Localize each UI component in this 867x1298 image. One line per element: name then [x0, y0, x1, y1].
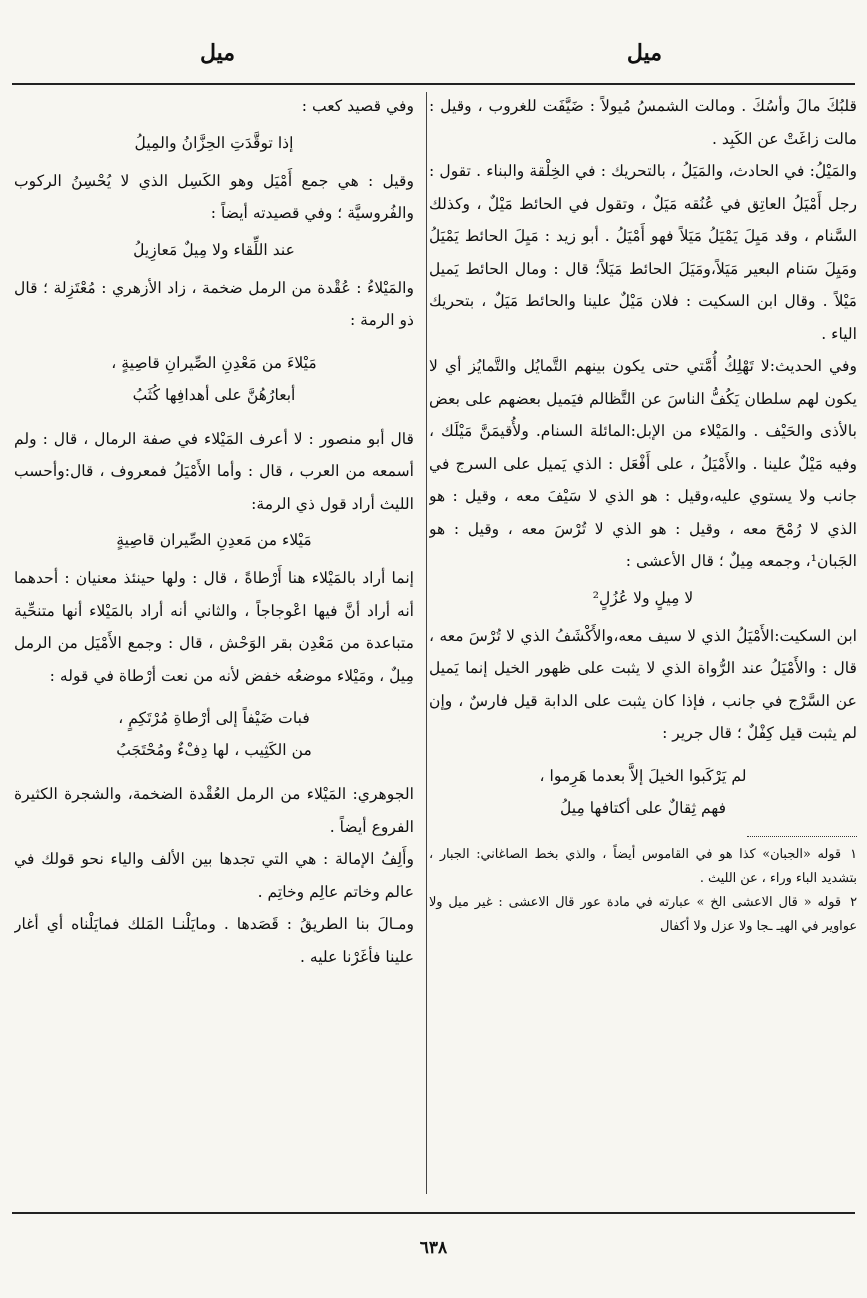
footnote-text: قوله «الجبان» كذا هو في القاموس أيضاً ، والذي بخط الصاغاني: الجبار ، بتشديد الباء وراء ، عن الليث .: [429, 846, 857, 886]
paragraph: وفي قصيد كعب :: [301, 97, 414, 115]
paragraph: إنما أراد بالمَيْلاء هنا أَرْطاةً ، قال : ولها حينئذ معنيان : أحدهما أنه أراد أنَّ فيها اعْوجاجاً ، والثاني أنه أراد بالمَيْلاء أنها متنحِّية متباعدة من مَعْدِن بقر الوَحْش ، قال : وجمع الأَمْيَل من الرمل مِيلٌ ، ومَيْلاء موضعُه خفض لأنه من نعت أرْطاة في قوله :: [14, 569, 414, 685]
paragraph: وأَلِفُ الإمالة : هي التي تجدها بين الألف والياء نحو قولك في عالم وخاتم عالِم وخاتِم .: [14, 850, 414, 901]
paragraph: والمَيْلاءُ : عُقْدة من الرمل ضخمة ، زاد الأزهري : مُعْتَزِلة ؛ قال ذو الرمة :: [14, 278, 414, 329]
column-divider: [426, 92, 427, 1194]
verse-line: مَيْلاءَ من مَعْدِنِ الصِّيرانِ قاصِيةٍ ،: [111, 353, 317, 372]
left-column: [14, 90, 414, 1204]
left-column-body: [14, 90, 414, 973]
paragraph: وفي الحديث:لا تَهْلِكُ أُمَّتي حتى يكون بينهم التَّمايُل والتَّمايُز أي لا يكون لهم سلطان يَكُفُّ الناسَ عن التَّظالم فيَميل بعضهم على بعض بالأذى والحَيْف . والمَيْلاء من الإبل:المائلة السنام. ولأُقيمَنَّ مَيْلَك ، وفيه مَيْلٌ علينا . والأَمْيَلُ ، على أَفْعَل : الذي يَميل على السرج في جانب ولا يستوي عليه،وقيل : هو الذي لا سَيْفَ معه ، وقيل : هو الذي لا رُمْحَ معه ، وقيل : هو الذي لا تُرْسَ معه ، وقيل : هو الجَبان¹، وجمعه مِيلٌ ؛ قال الأعشى :: [429, 357, 857, 570]
verse: [14, 127, 414, 159]
verse: [14, 234, 414, 266]
paragraph: قلبُكَ مالَ وأسُكَ . ومالت الشمسُ مُيولاً : ضَيَّفَت للغروب ، وقيل : مالت زاغَتْ عن الكَبِد .: [429, 97, 857, 148]
right-column: [429, 90, 857, 1204]
header-word-left: ميل: [200, 40, 236, 66]
header-word-right: ميل: [626, 40, 662, 66]
right-column-body: [429, 90, 857, 824]
paragraph: قال أبو منصور : لا أعرف المَيْلاء في صفة الرمال ، قال : ولم أسمعه من العرب ، قال : وأما الأَمْيَلُ فمعروف ، قال:وأحسب الليث أراد قول ذي الرمة:: [14, 429, 414, 513]
paragraph: وقيل : هي جمع أَمْيَل وهو الكَسِل الذي لا يُحْسِنُ الركوب والفُروسيَّة ؛ وفي قصيدته أيضاً :: [14, 171, 414, 222]
verse: [14, 347, 414, 411]
footnote-separator: [747, 836, 857, 837]
verse-line: إذا توقَّدَتِ الحِزَّانُ والمِيلُ: [134, 133, 294, 152]
footnote-text: قوله « قال الاعشى الخ » عبارته في مادة عور قال الاعشى : غير ميل ولا عواوير في الهيـ ـجا ولا عزل ولا أكفال: [429, 894, 857, 934]
paragraph: ومـالَ بنا الطريقُ : قَصَدها . ومايَلْنـا المَلك فمايَلْناه أي أغار علينا فأغَرْنا عليه .: [14, 915, 414, 966]
verse: [14, 702, 414, 766]
verse-line: مَيْلاء من مَعدِنِ الصِّيران قاصِيةٍ: [116, 531, 312, 549]
bottom-rule: [12, 1212, 855, 1214]
verse-line: عند اللِّقاء ولا مِيلٌ مَعازِيلُ: [133, 240, 295, 259]
verse-line: لم يَرْكَبوا الخيلَ إلاَّ بعدما هَرِموا ،: [539, 766, 747, 785]
verse-line: من الكَثِيب ، لها دِفْءٌ ومُحْتَجَبُ: [116, 741, 312, 759]
page-number: ٦٣٨: [419, 1238, 448, 1258]
paragraph: الجوهري: المَيْلاء من الرمل العُقْدة الضخمة، والشجرة الكثيرة الفروع أيضاً .: [14, 785, 414, 836]
verse: [14, 524, 414, 556]
verse-line: أبعارُهُنَّ على أهدافِها كُثَبُ: [132, 385, 296, 404]
footnote-number: ١: [850, 846, 857, 862]
paragraph: ابن السكيت:الأَمْيَلُ الذي لا سيف معه،والأَكْشَفُ الذي لا تُرْسَ معه ، قال : والأَمْيَلُ عند الرُّواة الذي لا يثبت على ظهور الخيل إنما يَميل عن السَّرْج في جانب ، فإذا كان يثبت على الدابة قيل فارسٌ ، وإن لم يثبت قيل كِفْلٌ ؛ قال جرير :: [429, 626, 857, 742]
verse-line: فبات ضَيْفاً إلى أرْطاةِ مُرْتَكِمٍ ،: [118, 709, 310, 727]
footnote: [429, 891, 857, 939]
verse-line: لا مِيلٍ ولا عُزُلٍ²: [592, 588, 694, 607]
footnote: [429, 843, 857, 891]
footnotes: [429, 843, 857, 939]
top-rule: [12, 83, 855, 85]
verse: [429, 760, 857, 824]
footnote-number: ٢: [850, 894, 857, 910]
verse-line: فهم ثِقالٌ على أكتافها مِيلُ: [559, 798, 727, 817]
paragraph: والمَيْلُ: في الحادث، والمَيَلُ ، بالتحريك : في الخِلْقة والبناء . تقول : رجل أَمْيَلُ العاتِق في عُنُقه مَيَلٌ ، وتقول في الحائط مَيْلٌ ، وكذلك السَّنام ، وقد مَيِلَ يَمْيَلُ مَيَلاً فهو أَمْيَلُ . أبو زيد : مَيِلَ الحائط يَمْيَلُ ومَيِلَ سَنام البعير مَيَلاً،ومَيَلَ الحائط مَيَلاً؛ قال : ومال الحائط يَميل مَيْلاً . وقال ابن السكيت : فلان مَيْلٌ علينا والحائط مَيَلٌ ، بتحريك الياء .: [429, 162, 857, 343]
verse: [429, 582, 857, 614]
